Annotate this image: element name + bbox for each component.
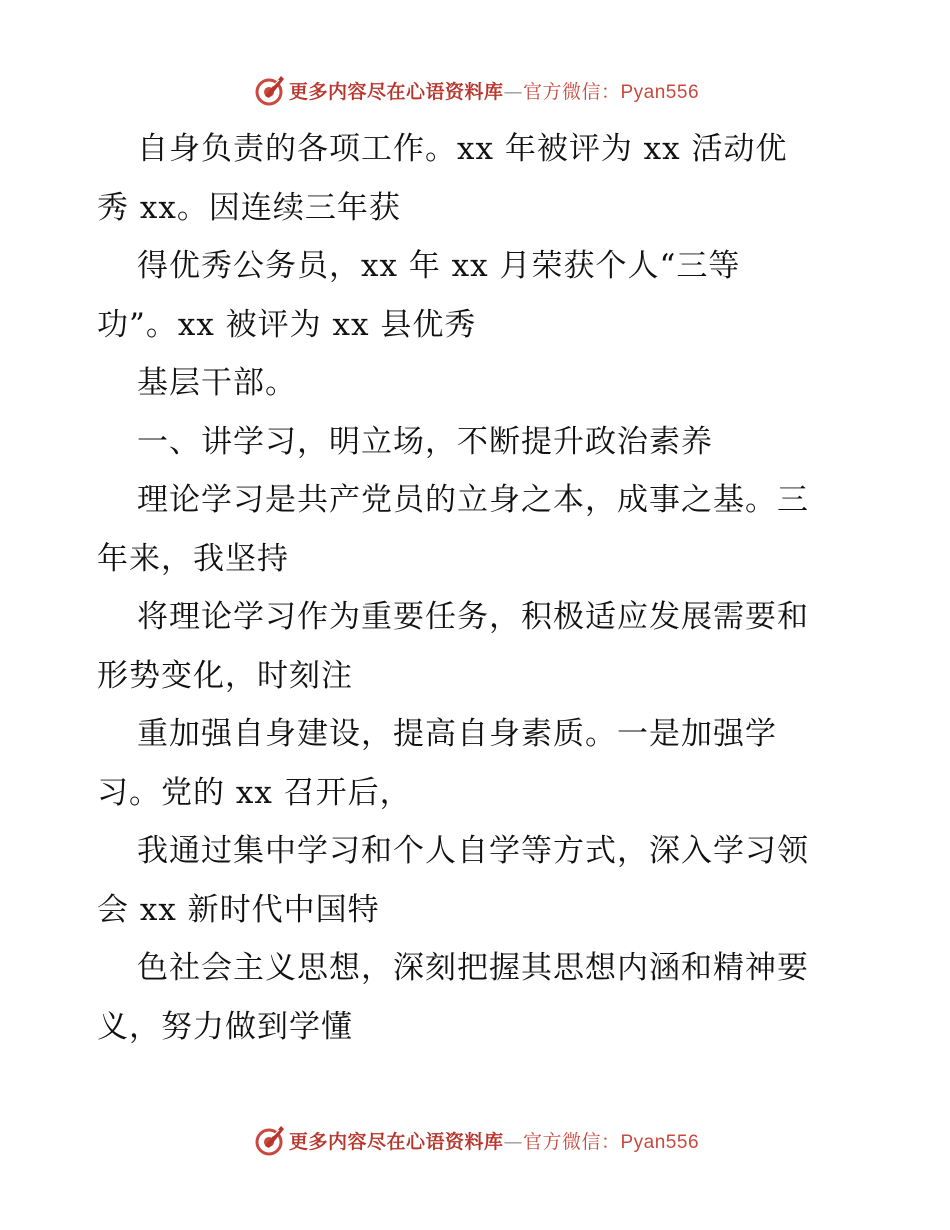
text-line: 年来，我坚持 [97, 540, 289, 577]
watermark-text [289, 77, 699, 104]
watermark-handle: Pyan556 [620, 1131, 700, 1153]
text-line: 重加强自身建设，提高自身素质。一是加强学 [137, 716, 777, 752]
watermark-text [289, 1127, 699, 1154]
text-line: 习。党的 xx 召开后， [97, 774, 412, 811]
watermark-handle: Pyan556 [620, 81, 700, 103]
text-line: 基层干部。 [137, 365, 297, 401]
quill-logo-icon [251, 1122, 287, 1158]
text-line: 理论学习是共产党员的立身之本，成事之基。三 [137, 482, 809, 518]
text-line: 我通过集中学习和个人自学等方式，深入学习领 [137, 833, 809, 869]
watermark-contact: 官方微信： [522, 1130, 621, 1153]
watermark-brand: 更多内容尽在心语资料库 [288, 80, 504, 103]
watermark-footer [0, 1118, 950, 1162]
text-line: 秀 xx。因连续三年获 [97, 189, 401, 226]
text-line: 义，努力做到学懂 [97, 1008, 353, 1045]
document-body [97, 120, 857, 1056]
watermark-separator: — [503, 80, 523, 103]
text-line: 功”。xx 被评为 xx 县优秀 [97, 306, 477, 343]
quill-logo-icon [251, 72, 287, 108]
text-line: 一、讲学习，明立场，不断提升政治素养 [137, 423, 713, 460]
text-line: 会 xx 新时代中国特 [97, 891, 380, 928]
text-line: 形势变化，时刻注 [97, 657, 353, 694]
text-line: 将理论学习作为重要任务，积极适应发展需要和 [137, 599, 809, 635]
watermark-separator: — [503, 1130, 523, 1153]
watermark-header [0, 68, 950, 112]
watermark-contact: 官方微信： [522, 80, 621, 103]
text-line: 自身负责的各项工作。xx 年被评为 xx 活动优 [137, 131, 788, 167]
watermark-brand: 更多内容尽在心语资料库 [288, 1130, 504, 1153]
text-line: 色社会主义思想，深刻把握其思想内涵和精神要 [137, 950, 809, 986]
text-line: 得优秀公务员，xx 年 xx 月荣获个人“三等 [137, 248, 741, 284]
